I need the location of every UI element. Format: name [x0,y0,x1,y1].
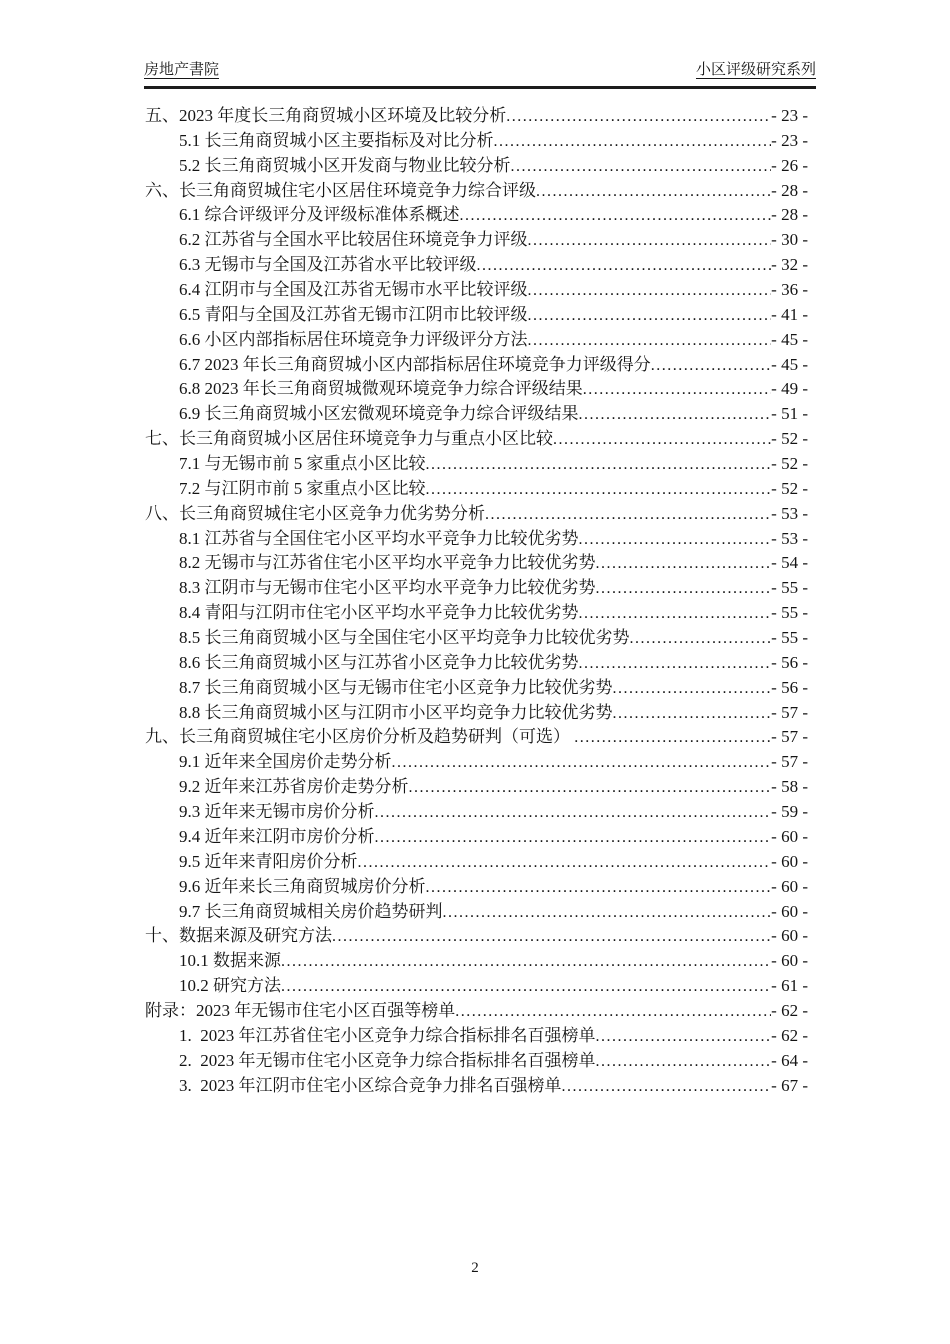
toc-dot-leader [426,479,772,499]
toc-entry-page: - 60 - [771,826,808,846]
toc-entry[interactable] [145,698,808,723]
toc-entry[interactable] [145,722,808,747]
toc-entry-page: - 55 - [771,603,808,623]
header-series-title: 小区评级研究系列 [695,62,816,78]
toc-entry[interactable] [145,822,808,847]
toc-dot-leader [562,1076,772,1096]
toc-dot-leader [579,529,772,549]
toc-entry-page: - 52 - [771,429,808,449]
toc-entry[interactable] [145,1071,808,1096]
toc-dot-leader [651,355,771,375]
toc-entry-page: - 53 - [771,503,808,523]
toc-entry-page: - 52 - [771,454,808,474]
toc-entry[interactable] [145,225,808,250]
toc-entry-title: 6.5 青阳与全国及江苏省无锡市江阴市比较评级 [179,304,528,324]
toc-dot-leader [409,777,772,797]
toc-dot-leader [281,951,771,971]
toc-entry-title: 5.1 长三角商贸城小区主要指标及对比分析 [179,130,494,150]
toc-entry-page: - 62 - [771,1000,808,1020]
toc-entry-title: 6.6 小区内部指标居住环境竞争力评级评分方法 [179,329,528,349]
toc-entry-page: - 49 - [771,379,808,399]
toc-dot-leader [630,628,772,648]
toc-entry-page: - 23 - [771,130,808,150]
toc-dot-leader [494,131,772,151]
toc-dot-leader [574,727,771,747]
toc-dot-leader [426,454,772,474]
toc-entry-title: 五、2023 年度长三角商贸城小区环境及比较分析 [145,106,507,125]
toc-entry-page: - 56 - [771,652,808,672]
toc-entry[interactable] [145,126,808,151]
toc-entry[interactable] [145,872,808,897]
page-footer [0,1258,950,1278]
toc-entry-page: - 57 - [771,702,808,722]
toc-dot-leader [596,553,772,573]
toc-dot-leader [528,330,772,350]
toc-entry-page: - 36 - [771,280,808,300]
toc-entry[interactable] [145,499,808,524]
toc-entry-title: 9.2 近年来江苏省房价走势分析 [179,777,409,797]
toc-entry-title: 10.1 数据来源 [179,951,281,971]
toc-entry-page: - 67 - [771,1075,808,1095]
toc-entry-page: - 41 - [771,304,808,324]
toc-entry-page: - 28 - [771,205,808,225]
toc-entry-title: 7.1 与无锡市前 5 家重点小区比较 [179,454,426,474]
toc-dot-leader [426,877,772,897]
toc-entry-title: 3. 2023 年江阴市住宅小区综合竞争力排名百强榜单 [179,1075,562,1095]
toc-entry-title: 1. 2023 年江苏省住宅小区竞争力综合指标排名百强榜单 [179,1025,596,1045]
toc-dot-leader [613,678,772,698]
toc-entry[interactable] [145,474,808,499]
toc-dot-leader [528,280,772,300]
toc-entry[interactable] [145,921,808,946]
toc-dot-leader [281,976,771,996]
toc-dot-leader [375,802,772,822]
toc-entry-page: - 23 - [771,106,808,125]
toc-entry[interactable] [145,350,808,375]
toc-entry-page: - 30 - [771,230,808,250]
toc-entry-title: 附录：2023 年无锡市住宅小区百强等榜单 [145,1000,456,1020]
toc-entry-page: - 57 - [771,727,808,747]
toc-entry-title: 8.3 江阴市与无锡市住宅小区平均水平竞争力比较优劣势 [179,578,596,598]
toc-entry-title: 6.2 江苏省与全国水平比较居住环境竞争力评级 [179,230,528,250]
toc-dot-leader [358,852,772,872]
toc-dot-leader [455,1001,771,1021]
toc-entry-page: - 51 - [771,404,808,424]
toc-dot-leader [511,156,772,176]
toc-entry-page: - 56 - [771,677,808,697]
toc-entry[interactable] [145,101,808,126]
toc-entry[interactable] [145,176,808,201]
toc-entry-title: 9.6 近年来长三角商贸城房价分析 [179,876,426,896]
toc-entry-page: - 62 - [771,1025,808,1045]
toc-entry-title: 6.3 无锡市与全国及江苏省水平比较评级 [179,255,477,275]
toc-dot-leader [392,752,772,772]
toc-dot-leader [536,181,771,201]
toc-dot-leader [553,429,771,449]
toc-entry-title: 6.9 长三角商贸城小区宏微观环境竞争力综合评级结果 [179,404,579,424]
toc-entry-title: 8.1 江苏省与全国住宅小区平均水平竞争力比较优劣势 [179,528,579,548]
toc-entry-page: - 45 - [771,354,808,374]
toc-dot-leader [613,703,772,723]
toc-entry-page: - 26 - [771,155,808,175]
toc-entry-title: 9.3 近年来无锡市房价分析 [179,802,375,822]
toc-entry-page: - 55 - [771,578,808,598]
toc-entry-title: 9.1 近年来全国房价走势分析 [179,752,392,772]
toc-dot-leader [375,827,772,847]
toc-entry-title: 十、数据来源及研究方法 [145,926,332,946]
toc-entry-title: 八、长三角商贸城住宅小区竞争力优劣势分析 [145,503,485,523]
table-of-contents [145,101,808,1095]
toc-entry[interactable] [145,1021,808,1046]
toc-dot-leader [460,205,772,225]
toc-entry-title: 6.1 综合评级评分及评级标准体系概述 [179,205,460,225]
toc-entry[interactable] [145,573,808,598]
toc-entry-title: 10.2 研究方法 [179,976,281,996]
toc-entry-title: 七、长三角商贸城小区居住环境竞争力与重点小区比较 [145,429,553,449]
toc-entry-title: 8.7 长三角商贸城小区与无锡市住宅小区竞争力比较优劣势 [179,677,613,697]
toc-entry-title: 9.4 近年来江阴市房价分析 [179,826,375,846]
page-header [144,61,816,80]
toc-entry[interactable] [145,946,808,971]
toc-entry-page: - 60 - [771,851,808,871]
toc-dot-leader [477,255,772,275]
toc-entry[interactable] [145,449,808,474]
toc-entry[interactable] [145,996,808,1021]
toc-entry-page: - 52 - [771,478,808,498]
toc-entry[interactable] [145,648,808,673]
toc-entry-title: 8.5 长三角商贸城小区与全国住宅小区平均竞争力比较优劣势 [179,628,630,648]
page-number: 2 [471,1260,479,1276]
toc-dot-leader [485,504,771,524]
toc-entry-page: - 57 - [771,752,808,772]
toc-entry-page: - 55 - [771,628,808,648]
toc-dot-leader [596,1026,772,1046]
toc-entry-page: - 59 - [771,802,808,822]
toc-entry[interactable] [145,772,808,797]
toc-entry-title: 6.7 2023 年长三角商贸城小区内部指标居住环境竞争力评级得分 [179,354,651,374]
toc-entry-page: - 61 - [771,976,808,996]
toc-entry[interactable] [145,275,808,300]
toc-entry-title: 9.5 近年来青阳房价分析 [179,851,358,871]
toc-entry-title: 8.4 青阳与江阴市住宅小区平均水平竞争力比较优劣势 [179,603,579,623]
toc-entry[interactable] [145,598,808,623]
toc-entry-title: 7.2 与江阴市前 5 家重点小区比较 [179,478,426,498]
toc-entry-page: - 58 - [771,777,808,797]
toc-dot-leader [332,926,771,946]
toc-dot-leader [579,404,772,424]
toc-entry-page: - 60 - [771,951,808,971]
toc-entry-title: 9.7 长三角商贸城相关房价趋势研判 [179,901,443,921]
toc-entry[interactable] [145,673,808,698]
toc-entry[interactable] [145,424,808,449]
toc-dot-leader [579,653,772,673]
toc-entry-title: 2. 2023 年无锡市住宅小区竞争力综合指标排名百强榜单 [179,1050,596,1070]
toc-entry[interactable] [145,747,808,772]
toc-dot-leader [528,305,772,325]
toc-entry-title: 6.8 2023 年长三角商贸城微观环境竞争力综合评级结果 [179,379,583,399]
header-rule [144,86,816,89]
toc-entry-title: 九、长三角商贸城住宅小区房价分析及趋势研判（可选） [145,727,575,747]
toc-entry[interactable] [145,250,808,275]
toc-entry[interactable] [145,399,808,424]
toc-dot-leader [596,578,772,598]
toc-entry-page: - 28 - [771,180,808,200]
toc-entry[interactable] [145,200,808,225]
toc-entry-page: - 54 - [771,553,808,573]
header-doc-title: 房地产書院 [144,62,220,78]
toc-entry-title: 8.6 长三角商贸城小区与江苏省小区竞争力比较优劣势 [179,652,579,672]
toc-entry-title: 8.2 无锡市与江苏省住宅小区平均水平竞争力比较优劣势 [179,553,596,573]
toc-entry[interactable] [145,300,808,325]
toc-entry[interactable] [145,797,808,822]
toc-entry-page: - 53 - [771,528,808,548]
toc-dot-leader [579,603,772,623]
toc-dot-leader [583,379,771,399]
toc-entry-page: - 60 - [771,926,808,946]
toc-entry[interactable] [145,847,808,872]
toc-dot-leader [596,1051,772,1071]
toc-entry-title: 6.4 江阴市与全国及江苏省无锡市水平比较评级 [179,280,528,300]
toc-entry[interactable] [145,524,808,549]
toc-dot-leader [506,106,771,126]
toc-entry[interactable] [145,548,808,573]
toc-entry[interactable] [145,1046,808,1071]
toc-entry[interactable] [145,325,808,350]
toc-entry-page: - 45 - [771,329,808,349]
toc-entry[interactable] [145,971,808,996]
toc-entry-page: - 64 - [771,1050,808,1070]
toc-entry-title: 8.8 长三角商贸城小区与江阴市小区平均竞争力比较优劣势 [179,702,613,722]
toc-entry-page: - 32 - [771,255,808,275]
toc-entry[interactable] [145,897,808,922]
toc-entry[interactable] [145,374,808,399]
toc-entry[interactable] [145,623,808,648]
toc-dot-leader [528,230,772,250]
toc-entry-title: 5.2 长三角商贸城小区开发商与物业比较分析 [179,155,511,175]
toc-entry-title: 六、长三角商贸城住宅小区居住环境竞争力综合评级 [145,180,536,200]
toc-dot-leader [443,902,772,922]
toc-entry-page: - 60 - [771,901,808,921]
toc-entry[interactable] [145,151,808,176]
toc-entry-page: - 60 - [771,876,808,896]
